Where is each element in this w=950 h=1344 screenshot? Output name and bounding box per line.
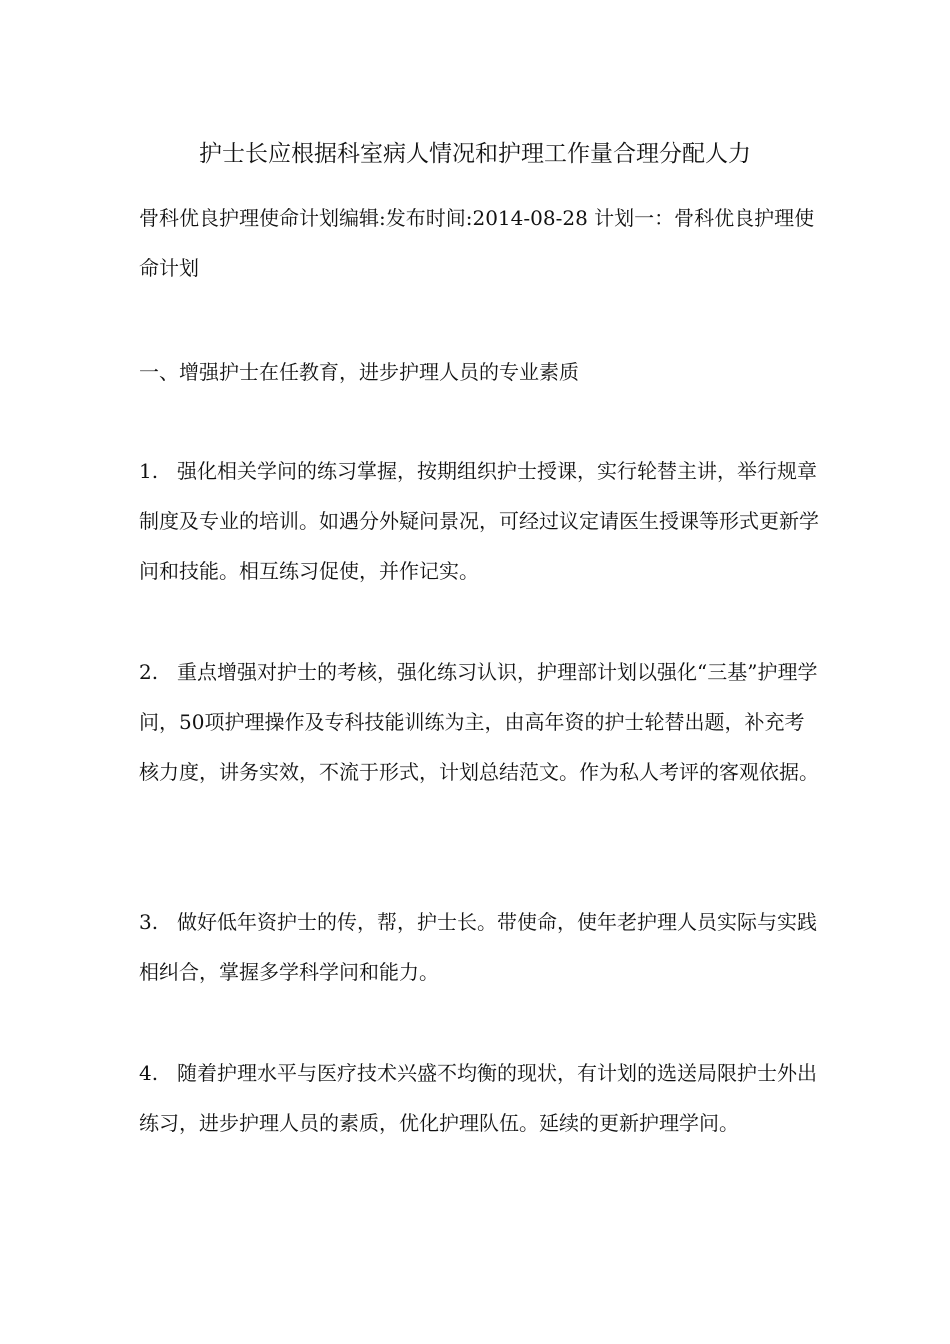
list-item [139,1048,819,1148]
document-meta: 骨科优良护理使命计划编辑:发布时间:2014-08-28 计划一：骨科优良护理使命计划 [139,206,815,280]
list-item-number: 4. [139,1061,159,1085]
list-item-number: 2. [139,660,159,684]
document-title: 护士长应根据科室病人情况和护理工作量合理分配人力 [199,141,751,167]
list-item [139,446,819,596]
list-item-text: 随着护理水平与医疗技术兴盛不均衡的现状，有计划的选送局限护士外出练习，进步护理人员的素质，优化护理队伍。延续的更新护理学问。 [139,1061,817,1135]
list-item-number: 3. [139,910,159,934]
list-item-number: 1. [139,459,159,483]
list-item [139,647,819,797]
section-heading: 一、增强护士在任教育，进步护理人员的专业素质 [139,360,579,384]
list-item-text: 重点增强对护士的考核，强化练习认识，护理部计划以强化“三基”护理学问，50项护理操作及专科技能训练为主，由高年资的护士轮替出题，补充考核力度，讲务实效，不流于形式，计划总结范文。作为私人考评的客观依据。 [139,660,819,784]
list-item-text: 做好低年资护士的传，帮，护士长。带使命，使年老护理人员实际与实践相纠合，掌握多学科学问和能力。 [139,910,817,984]
list-item [139,897,819,997]
list-item-text: 强化相关学问的练习掌握，按期组织护士授课，实行轮替主讲，举行规章制度及专业的培训。如遇分外疑问景况，可经过议定请医生授课等形式更新学问和技能。相互练习促使，并作记实。 [139,459,819,583]
